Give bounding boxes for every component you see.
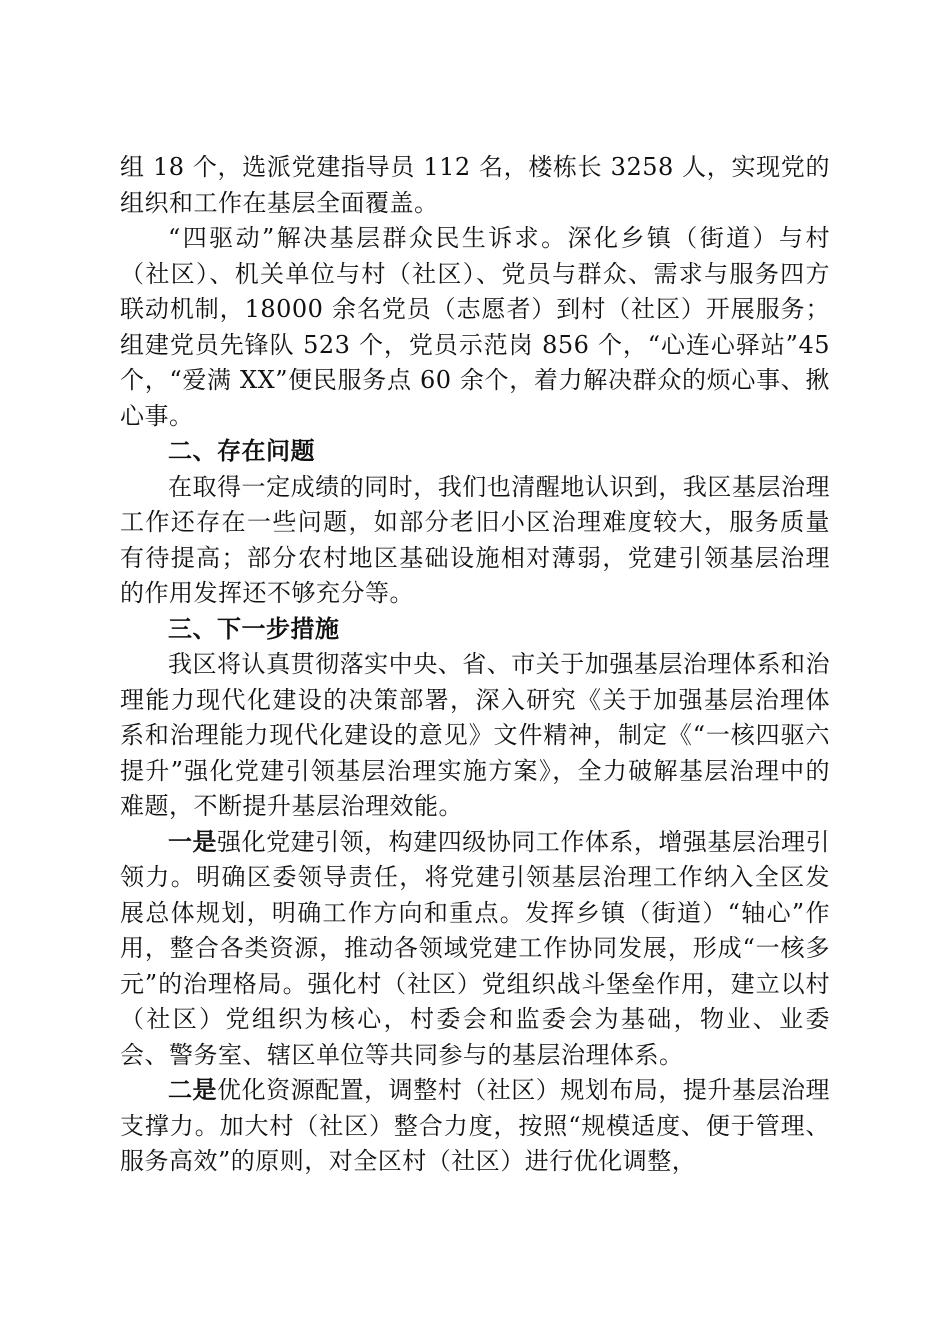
paragraph-1: 组 18 个，选派党建指导员 112 名，楼栋长 3258 人，实现党的组织和工作在基层全面覆盖。: [120, 153, 830, 217]
measure-1-body: 强化党建引领，构建四级协同工作体系，增强基层治理引领力。明确区委领导责任，将党建引领基层治理工作纳入全区发展总体规划，明确工作方向和重点。发挥乡镇（街道）“轴心”作用，整合各类资源，推动各领域党建工作协同发展，形成“一核多元”的治理格局。强化村（社区）党组织战斗堡垒作用，建立以村（社区）党组织为核心，村委会和监委会为基础，物业、业委会、警务室、辖区单位等共同参与的基层治理体系。: [120, 827, 831, 1069]
paragraph-next-steps: 我区将认真贯彻落实中央、省、市关于加强基层治理体系和治理能力现代化建设的决策部署，深入研究《关于加强基层治理体系和治理能力现代化建设的意见》文件精神，制定《“一核四驱六提升”强化党建引领基层治理实施方案》，全力破解基层治理中的难题，不断提升基层治理效能。: [120, 650, 830, 820]
document-page: [120, 150, 830, 1180]
paragraph-four-drivers: “四驱动”解决基层群众民生诉求。深化乡镇（街道）与村（社区）、机关单位与村（社区）、党员与群众、需求与服务四方联动机制，18000 余名党员（志愿者）到村（社区）开展服务；组建党员先锋队 523 个，党员示范岗 856 个，“心连心驿站”45 个，“爱满 XX”便民服务点 60 余个，着力解决群众的烦心事、揪心事。: [120, 224, 830, 430]
measure-2-lead: 二是: [168, 1076, 218, 1104]
measure-1-lead: 一是: [168, 827, 218, 856]
paragraph-measure-1: [120, 825, 830, 1074]
measure-2-body: 优化资源配置，调整村（社区）规划布局，提升基层治理支撑力。加大村（社区）整合力度，按照“规模适度、便于管理、服务高效”的原则，对全区村（社区）进行优化调整，: [120, 1076, 831, 1175]
paragraph-measure-2: [120, 1073, 830, 1180]
paragraph-problems: 在取得一定成绩的同时，我们也清醒地认识到，我区基层治理工作还存在一些问题，如部分老旧小区治理难度较大，服务质量有待提高；部分农村地区基础设施相对薄弱，党建引领基层治理的作用发挥还不够充分等。: [120, 472, 830, 607]
section-heading-problems: 二、存在问题: [168, 437, 315, 465]
section-heading-next-steps: 三、下一步措施: [168, 614, 340, 643]
